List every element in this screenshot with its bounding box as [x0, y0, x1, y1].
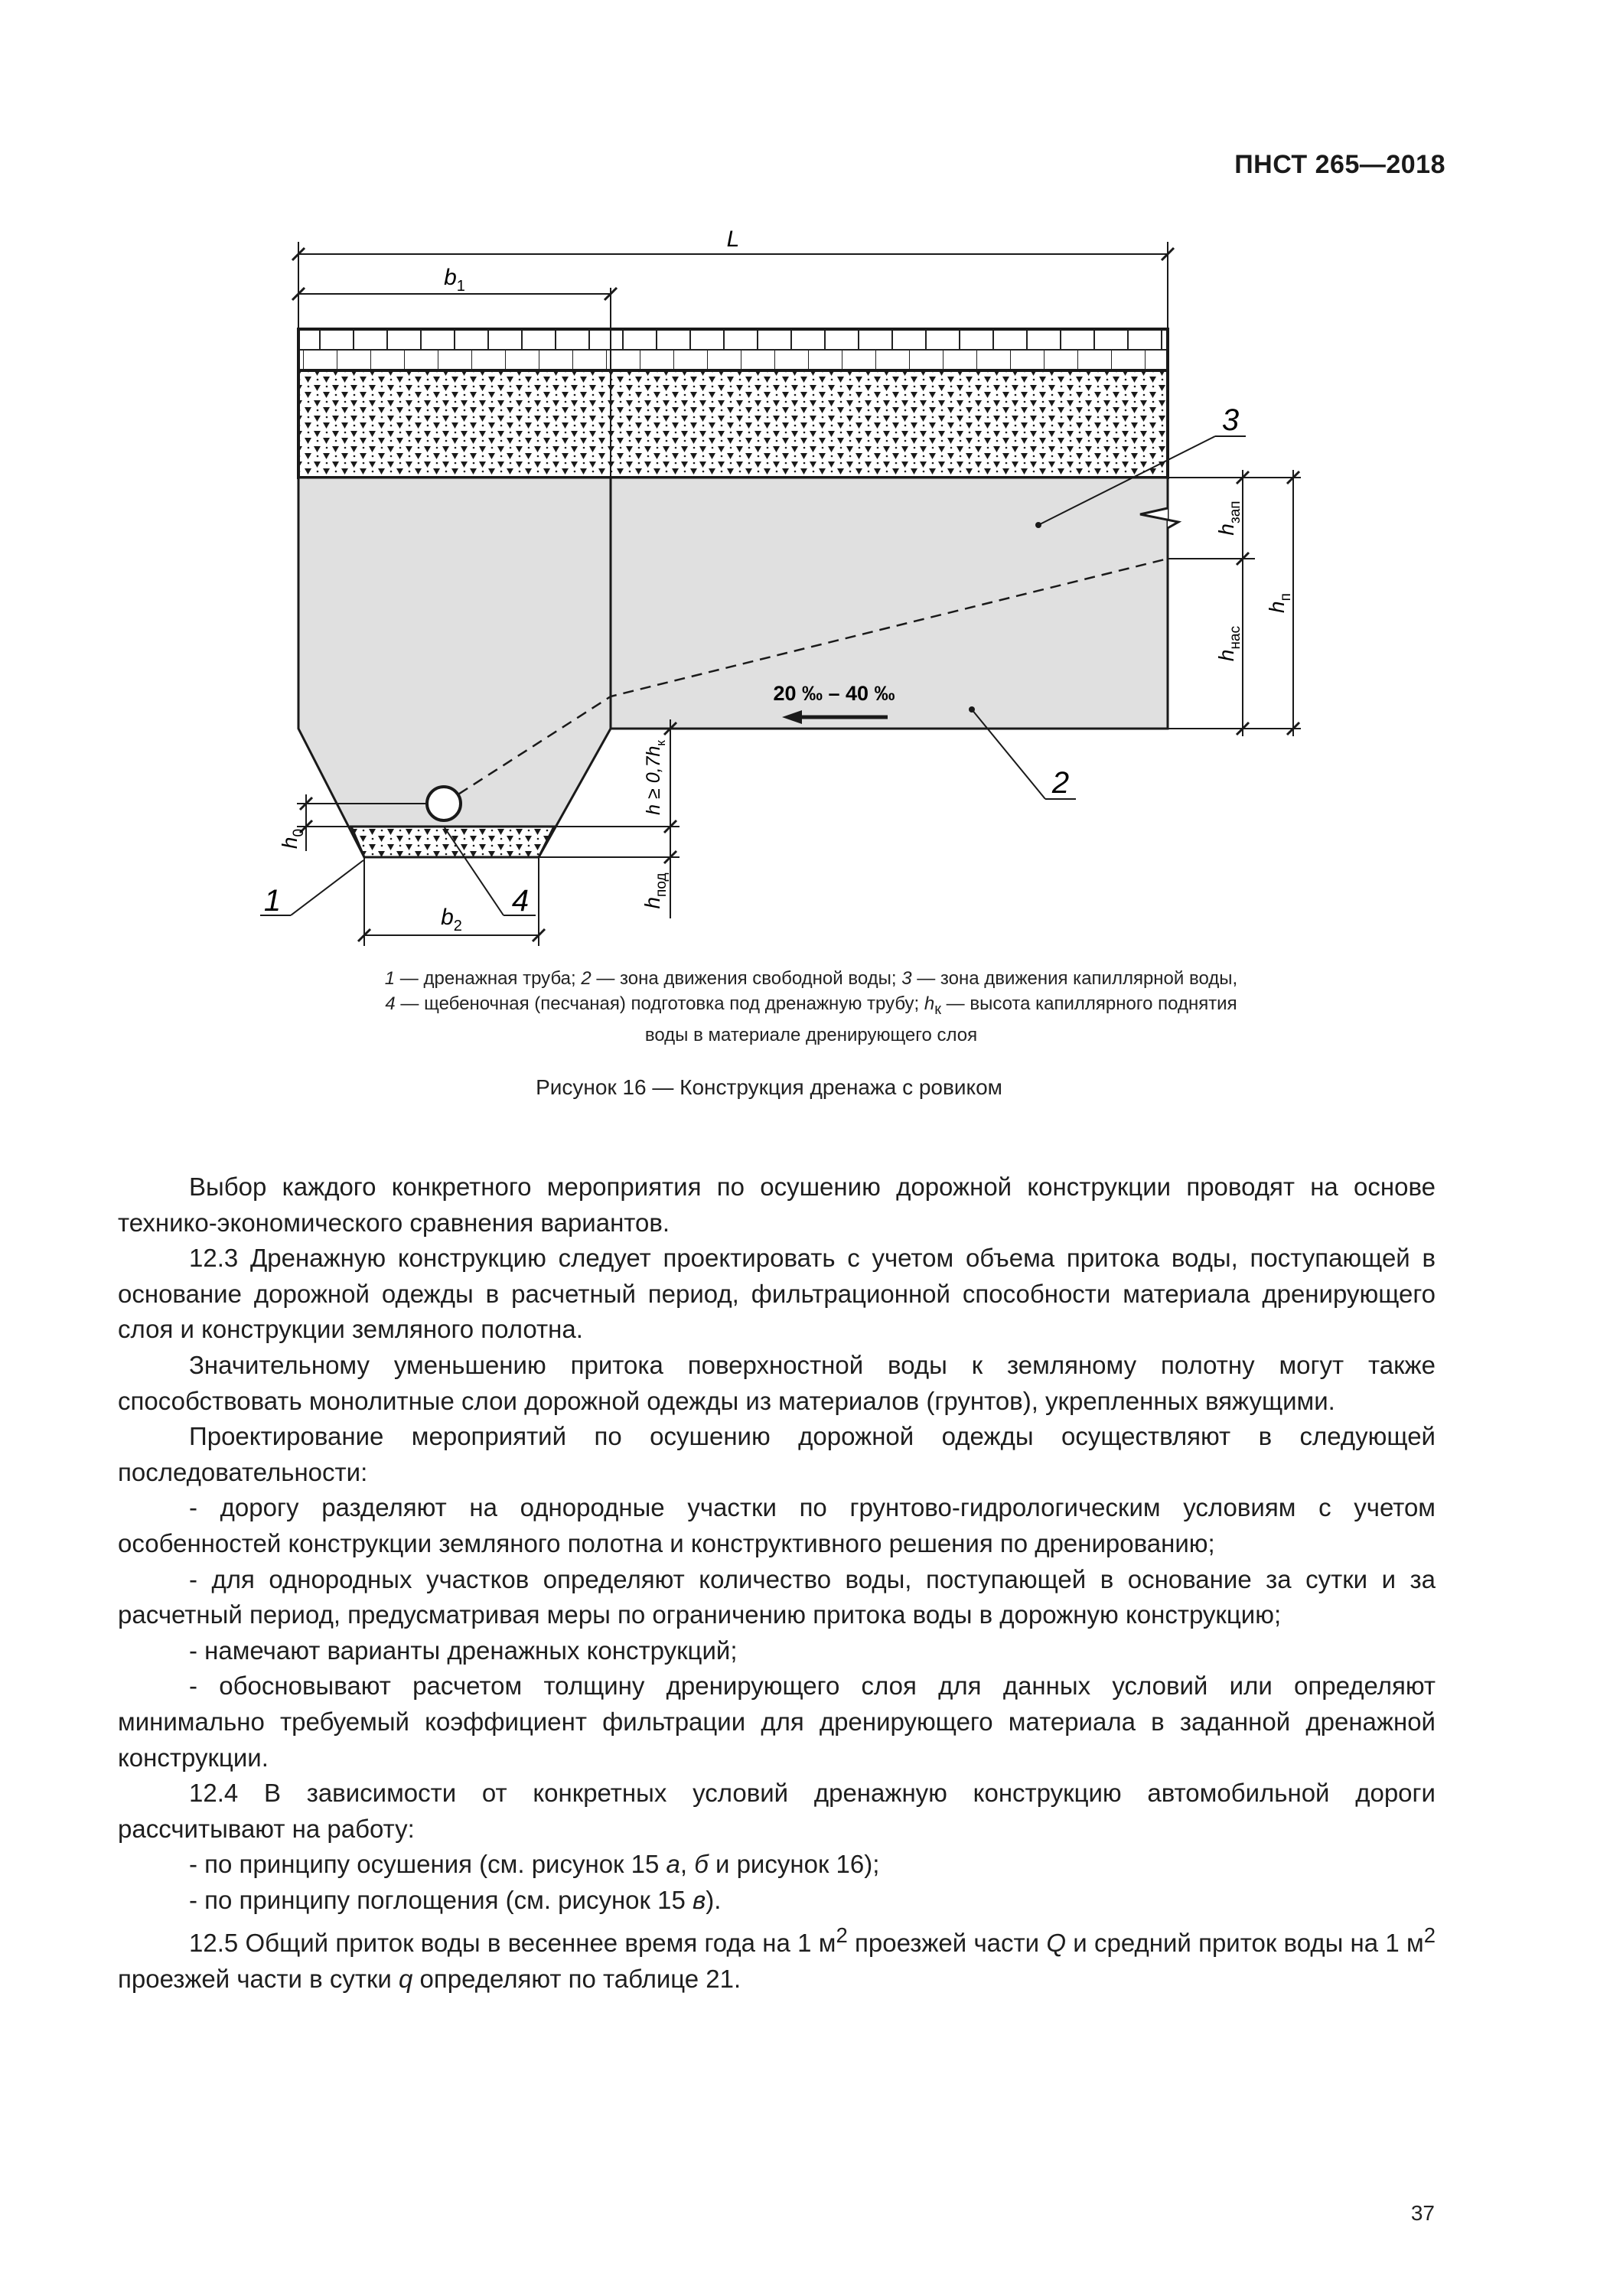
paragraph: Проектирование мероприятий по осушению дорожной одежды осуществляют в следующей последовательности: — [118, 1422, 1436, 1486]
callout-2: 2 — [1051, 766, 1070, 800]
legend-line-2: 4 — щебеночная (песчаная) подготовка под дренажную трубу; $h_к$ — высота капиллярного поднятия — [385, 993, 1237, 1018]
list-item: - дорогу разделяют на однородные участки по грунтово-гидрологическим условиям с учетом особенностей конструкции земляного полотна и конструктивного решения по дренированию; — [118, 1493, 1436, 1557]
pavement-layer — [298, 329, 1168, 370]
paragraph: Значительному уменьшению притока поверхностной воды к земляному полотну могут также способствовать монолитные слои дорожной одежды из материалов (грунтов), укрепленных вяжущими. — [118, 1350, 1436, 1415]
pipe-bedding — [351, 827, 554, 857]
legend-line-3: воды в материале дренирующего слоя — [644, 1024, 978, 1045]
figure-caption: Рисунок 16 — Конструкция дренажа с ровиком — [536, 1075, 1002, 1099]
drainage-figure — [0, 214, 1623, 964]
list-item: - по принципу поглощения (см. рисунок 15 в). — [189, 1885, 722, 1914]
list-item: - по принципу осушения (см. рисунок 15 а, б и рисунок 16); — [189, 1850, 880, 1879]
page-number: 37 — [1410, 2201, 1435, 2225]
dim-b2-label: $b_2$ — [441, 905, 462, 934]
body-text — [118, 1169, 1436, 1998]
h0-label: $h_0$ — [278, 828, 307, 850]
paragraph: 12.4 В зависимости от конкретных условий дренажную конструкцию автомобильной дороги рассчитывают на работу: — [118, 1779, 1436, 1843]
h-p-label: $h_п$ — [1265, 593, 1294, 613]
list-item: - намечают варианты дренажных конструкций; — [189, 1636, 738, 1665]
callout-1-leader — [291, 860, 363, 915]
callout-1: 1 — [263, 884, 282, 918]
h-pod-label: $h_{под}$ — [640, 872, 670, 909]
dim-L-label: L — [726, 227, 740, 252]
callout-3: 3 — [1221, 403, 1240, 437]
paragraph: 12.5 Общий приток воды в весеннее время года на 1 $м^2$ проезжей части Q и средний приток воды на 1 $м^2$ проезжей части в сутки q определяют по таблице 21. — [118, 1923, 1436, 1994]
figure-legend — [230, 966, 1393, 1048]
list-item: - для однородных участков определяют количество воды, поступающей в основание за сутки и за расчетный период, предусматривая меры по ограничению притока воды в дорожную конструкцию; — [118, 1564, 1436, 1629]
h-zap-label: $h_{зап}$ — [1214, 501, 1243, 536]
paragraph: Выбор каждого конкретного мероприятия по осушению дорожной конструкции проводят на основе технико-экономического сравнения вариантов. — [118, 1172, 1436, 1237]
h-nas-label: $h_{нас}$ — [1214, 625, 1243, 662]
gravel-base-layer — [298, 370, 1168, 478]
legend-line-1: 1 — дренажная труба; 2 — зона движения свободной воды; 3 — зона движения капиллярной воды, — [384, 968, 1238, 989]
list-item: - обосновывают расчетом толщину дренирующего слоя для данных условий или определяют минимально требуемый коэффициент фильтрации для дренирующего материала в заданной дренажной конструкции. — [118, 1671, 1436, 1772]
document-code: ПНСТ 265—2018 — [1234, 150, 1445, 179]
callout-4: 4 — [511, 884, 530, 918]
dim-b1-label: $b_1$ — [444, 265, 465, 295]
h-cond-label: $h \ge 0,7h_к$ — [643, 740, 668, 815]
slope-label: 20 ‰ – 40 ‰ — [773, 682, 895, 705]
paragraph: 12.3 Дренажную конструкцию следует проектировать с учетом объема притока воды, поступающей в основание дорожной одежды в расчетный период, фильтрационной способности материала дренирующего слоя и конструкции земляного полотна. — [118, 1244, 1436, 1344]
drainage-pipe — [427, 787, 461, 820]
